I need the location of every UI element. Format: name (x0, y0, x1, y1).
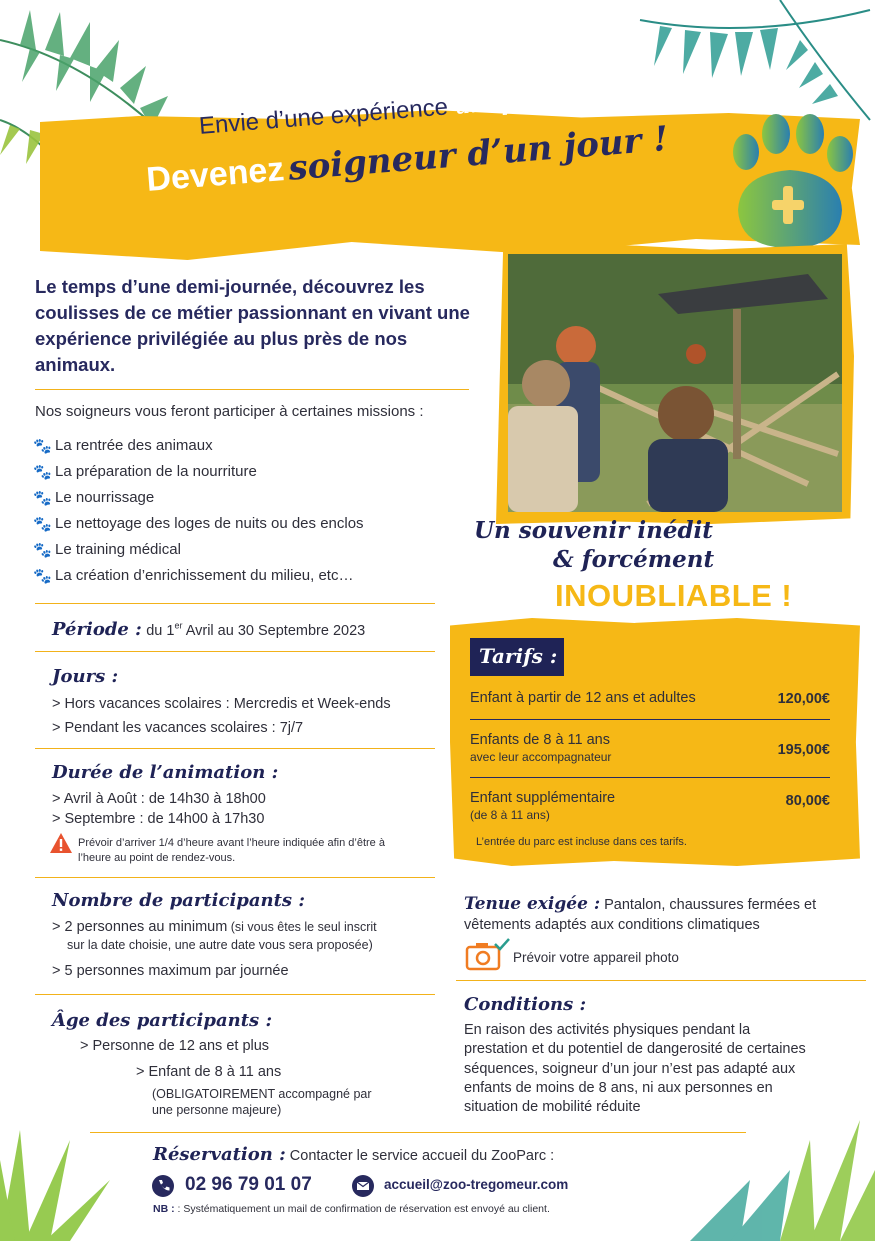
tenue-label: Tenue exigée : (464, 894, 601, 914)
list-item: 🐾 La création d’enrichissement du milieu, etc… (33, 567, 354, 586)
missions-list (33, 436, 364, 593)
periode-label: Période : (52, 619, 142, 640)
conditions-text: En raison des activités physiques pendant la prestation et du potentiel de dangerosité de certaines séquences, soigneur d’un jour n’est pas adapté aux enfants de moins de 8 ans, ni aux personnes en situation de mobilité réduite (464, 1022, 806, 1116)
header-title-script: soigneur d’un jour ! (286, 118, 670, 189)
conditions-label: Conditions : (464, 994, 587, 1015)
periode-line: Période : du 1er Avril au 30 Septembre 2023 (52, 619, 366, 640)
tenue-line-2: vêtements adaptés aux conditions climatiques (464, 917, 760, 933)
price-value: 195,00€ (777, 742, 830, 758)
list-item: 🐾 Le nourrissage (33, 489, 155, 508)
price-value: 120,00€ (777, 691, 830, 707)
age-label: Âge des participants : (52, 1010, 273, 1031)
duree-warning: Prévoir d’arriver 1/4 d’heure avant l’heure indiquée afin d’être à l’heure au point de rendez-vous. (78, 837, 385, 864)
duree-line-1: > Avril à Août : de 14h30 à 18h00 (52, 791, 266, 807)
list-item: 🐾 La préparation de la nourriture (33, 463, 257, 482)
price-value: 80,00€ (785, 793, 830, 809)
phone-icon (152, 1175, 174, 1197)
warning-icon (49, 832, 73, 854)
intro-text: Le temps d’une demi-journée, découvrez les coulisses de ce métier passionnant en vivant une expérience privilégiée au plus près de nos animaux. (35, 276, 470, 375)
age-line-2: > Enfant de 8 à 11 ans (136, 1064, 282, 1080)
header-tagline: Envie d’une expérience unique? (198, 84, 552, 140)
list-item: 🐾 La rentrée des animaux (33, 437, 213, 455)
header-title: Devenez soigneur d’un jour ! (145, 118, 670, 199)
palm-leaves-bottom-right (690, 1110, 875, 1241)
palm-leaves-bottom-left (0, 1120, 140, 1241)
souvenir-line-2: & forcément (553, 546, 715, 573)
price-row: Enfant supplémentaire (de 8 à 11 ans) 80,00€ (470, 790, 830, 822)
age-line-1: > Personne de 12 ans et plus (80, 1038, 270, 1054)
price-row: Enfant à partir de 12 ans et adultes 120,00€ (470, 690, 830, 707)
paw-icon: 🐾 (33, 438, 52, 455)
price-row: Enfants de 8 à 11 ans avec leur accompagnateur 195,00€ (470, 732, 830, 764)
list-item: 🐾 Le training médical (33, 541, 181, 560)
header-tagline-highlight: unique? (453, 84, 552, 120)
paw-icon: 🐾 (33, 568, 52, 586)
age-note: (OBLIGATOIREMENT accompagné par une personne majeure) (152, 1087, 372, 1117)
jours-label: Jours : (52, 666, 119, 687)
zoo-photo (508, 254, 842, 512)
paw-icon: 🐾 (33, 464, 52, 482)
nb-note: NB : : Systématiquement un mail de confirmation de réservation est envoyé au client. (153, 1203, 550, 1215)
participants-min: > 2 personnes au minimum (si vous êtes le seul inscrit (52, 919, 377, 935)
jours-line-2: > Pendant les vacances scolaires : 7j/7 (52, 720, 304, 736)
duree-label: Durée de l’animation : (52, 762, 279, 783)
reservation-line: Réservation : Contacter le service accueil du ZooParc : (153, 1144, 555, 1165)
paw-icon: 🐾 (33, 516, 52, 534)
tarifs-note: L’entrée du parc est incluse dans ces tarifs. (476, 836, 687, 848)
participants-label: Nombre de participants : (52, 890, 305, 911)
phone-number[interactable]: 02 96 79 01 07 (185, 1174, 312, 1195)
logo-paw (728, 112, 863, 252)
list-item: 🐾 Le nettoyage des loges de nuits ou des enclos (33, 515, 364, 534)
missions-heading: Nos soigneurs vous feront participer à certaines missions : (35, 403, 424, 420)
email-link[interactable]: accueil@zoo-tregomeur.com (384, 1177, 569, 1192)
tenue-line: Tenue exigée : Pantalon, chaussures fermées et (464, 894, 817, 914)
camera-note: Prévoir votre appareil photo (513, 950, 679, 965)
participants-min-note: sur la date choisie, une autre date vous sera proposée) (67, 938, 373, 952)
participants-max: > 5 personnes maximum par journée (52, 963, 289, 979)
palm-leaves-top-right (630, 0, 875, 130)
souvenir-line-3: INOUBLIABLE ! (555, 578, 793, 613)
mail-icon (352, 1175, 374, 1197)
jours-line-1: > Hors vacances scolaires : Mercredis et Week-ends (52, 696, 391, 712)
paw-icon: 🐾 (33, 490, 52, 508)
tarifs-title: Tarifs : (479, 644, 558, 668)
paw-icon: 🐾 (33, 542, 52, 560)
souvenir-line-1: Un souvenir inédit (474, 517, 713, 544)
camera-icon (465, 938, 511, 972)
duree-line-2: > Septembre : de 14h00 à 17h30 (52, 811, 265, 827)
reservation-label: Réservation : (153, 1144, 286, 1165)
